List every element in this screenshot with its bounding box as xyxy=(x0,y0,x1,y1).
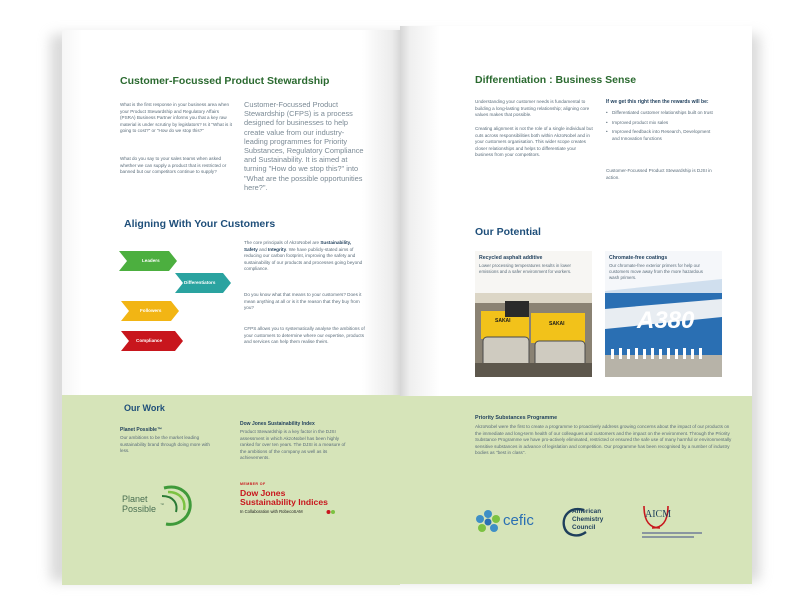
reward-item: • Improved product mix sales xyxy=(606,120,718,127)
left-page xyxy=(62,30,400,585)
compliance-label: Compliance xyxy=(136,338,163,343)
aicm-wordmark: AICM xyxy=(645,509,672,520)
roller-brand-front: SAKAI xyxy=(495,318,511,324)
priority-text: AkzoNobel were the first to create a programme to proactively address growing concerns about the impact of our products on the immediate and long-term health of our colleagues and customers and the impact on the environment. Through the Priority Substance Programme we have pro-actively eliminated, restricted or ensured the safe use of many harmful or environmentally sensitive substances in advance of legislation and competition. Our programme has been recognised by a number of industry bodies as "best in class". xyxy=(475,424,732,456)
planet-logo-word-2: Possible xyxy=(122,504,157,514)
dow-jones-logo xyxy=(240,482,350,527)
differentiation-p1: Understanding your customer needs is fundamental to building a long-lasting trusting relationship; aligning core values makes that possible. xyxy=(475,99,590,118)
dj-member-of: MEMBER OF xyxy=(240,482,266,486)
cefic-logo xyxy=(475,504,553,540)
differentiation-p2: Creating alignment is not the role of a single individual but cuts across responsibilities both within AkzoNobel and in your customers organisation. This wider scope creates closer relationships and helps to differentiate your business from your competitors. xyxy=(475,126,593,158)
dow-jones-text: Product Stewardship is a key factor in the DJSI assessment in which AkzoNobel has been highly ranked for over ten years. The DJSI is a measure of the ambitions of the company as well as its achievements. xyxy=(240,429,346,461)
priority-heading: Priority Substances Programme xyxy=(475,415,558,421)
acc-logo xyxy=(560,502,632,544)
leaders-label: Leaders xyxy=(142,258,160,263)
customer-segment-arrows xyxy=(117,245,232,385)
stewardship-question-1: What is the first response in your business area when your Product Stewardship and Regulatory Affairs (PSRA) Business Partner informs you that a key raw material is under scrutiny by legislators? Is it "What is it going to cost?" or "How do we stop this?" xyxy=(120,102,232,134)
reward-item: • Differentiated customer relationships built on trust xyxy=(606,110,718,117)
acc-line-3: Council xyxy=(572,524,596,531)
differentiation-heading: Differentiation : Business Sense xyxy=(475,74,637,86)
a380-plane-photo xyxy=(605,251,722,377)
aligning-heading: Aligning With Your Customers xyxy=(124,218,276,230)
aligning-question: Do you know what that means to your customers? Does it mean anything at all or is it the reason that they buy from you? xyxy=(244,292,362,311)
planet-logo-word-1: Planet xyxy=(122,494,148,504)
stewardship-question-2: What do you say to your sales teams when asked whether we can supply a product that is restricted or banned but our competitors continue to supply? xyxy=(120,156,227,175)
roller-brand-rear: SAKAI xyxy=(549,321,565,327)
our-work-heading: Our Work xyxy=(124,403,165,413)
rewards-title: If we get this right then the rewards will be: xyxy=(606,99,709,105)
stewardship-intro: Customer-Focussed Product Stewardship (CFPS) is a process designed for businesses to help create value from our industry-leading programmes for Priority Substances, Regulatory Compliance and Sustainability. It is aimed at turning "How do we stop this?" into "What are the possible opportunities here?". xyxy=(244,100,364,192)
dow-jones-title: Dow Jones Sustainability Index xyxy=(240,421,315,427)
planet-possible-title: Planet Possible™ xyxy=(120,427,162,433)
planet-logo-tm: ™ xyxy=(160,502,164,507)
dj-brand-line-2: Sustainability Indices xyxy=(240,497,328,507)
photo2-title: Chromate-free coatings xyxy=(609,255,668,261)
planet-possible-text: Our ambitions to be the market leading sustainability brand through doing more with less. xyxy=(120,435,210,454)
asphalt-roller-photo xyxy=(475,251,592,377)
potential-heading: Our Potential xyxy=(475,226,541,238)
aligning-principles: The core principals of AkzoNobel are Sustainability, Safety and Integrity. We have publicly-stated aims of reducing our carbon footprint, improving the safety and sustainability of our products and processes going beyond compliance. xyxy=(244,240,363,272)
acc-line-1: American xyxy=(572,508,602,515)
differentiators-label: Differentiators xyxy=(184,280,216,285)
photo1-text: Lower processing temperatures results in lower emissions and a safer environment for workers. xyxy=(479,263,572,274)
followers-label: Followers xyxy=(140,308,162,313)
acc-line-2: Chemistry xyxy=(572,516,604,523)
reward-item: • Improved feedback into Research, Development and Innovation functions xyxy=(606,129,718,142)
rewards-closing: Customer-Focussed Product Stewardship is DJSI in action. xyxy=(606,168,712,180)
rewards-list xyxy=(606,110,718,142)
robecosam-dots-icon xyxy=(326,509,336,515)
plane-tail-text: A380 xyxy=(637,307,695,334)
aicm-subtitle-line xyxy=(642,532,702,534)
photo2-text: Our chromate-free exterior primers for help our customers move away from the more hazardous wash primers. xyxy=(609,263,703,280)
cefic-emblem-icon xyxy=(475,508,501,534)
right-page xyxy=(400,26,752,584)
cefic-wordmark: cefic xyxy=(503,512,534,529)
photo1-title: Recycled asphalt additive xyxy=(479,255,543,261)
dj-brand-line-1: Dow Jones xyxy=(240,488,286,498)
aicm-subtitle-line xyxy=(642,536,694,538)
stewardship-heading: Customer-Focussed Product Stewardship xyxy=(120,75,330,87)
aligning-cfps: CFPS allows you to systematically analyse the ambitions of your customers to determine where our expertise, products and services can help them realise theirs. xyxy=(244,326,365,345)
planet-possible-logo xyxy=(120,482,200,534)
dj-collaboration: In Collaboration with RobecoSAM xyxy=(240,509,303,514)
aicm-logo xyxy=(640,502,710,544)
